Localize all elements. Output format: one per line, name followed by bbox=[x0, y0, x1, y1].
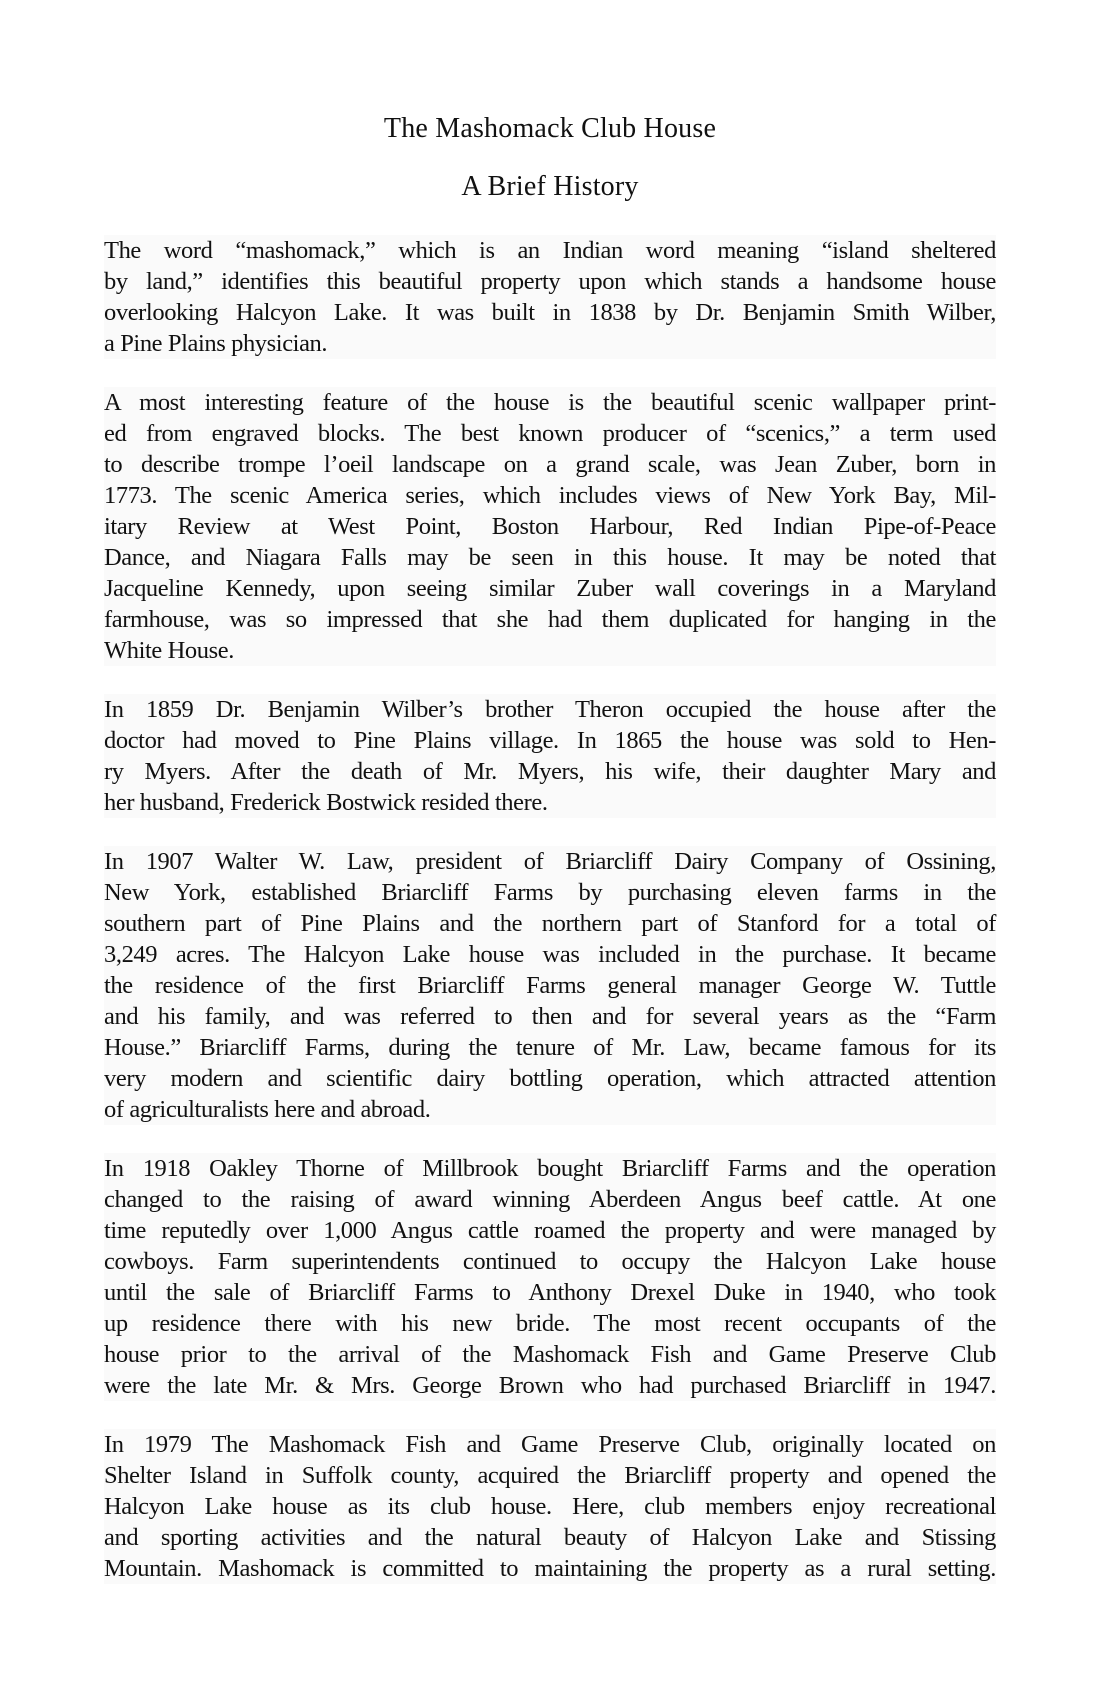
text-line: the residence of the first Briarcliff Farms general manager George W. Tuttle bbox=[104, 972, 996, 999]
paragraph-3 bbox=[104, 694, 996, 818]
paragraph-5 bbox=[104, 1153, 996, 1401]
text-line: and his family, and was referred to then and for several years as the “Farm bbox=[104, 1003, 996, 1030]
text-line: 3,249 acres. The Halcyon Lake house was included in the purchase. It became bbox=[104, 941, 996, 968]
text-line: until the sale of Briarcliff Farms to Anthony Drexel Duke in 1940, who took bbox=[104, 1279, 996, 1306]
text-line: A most interesting feature of the house is the beautiful scenic wallpaper print- bbox=[104, 389, 996, 416]
text-line: time reputedly over 1,000 Angus cattle roamed the property and were managed by bbox=[104, 1217, 996, 1244]
text-line: house prior to the arrival of the Mashomack Fish and Game Preserve Club bbox=[104, 1341, 996, 1368]
paragraph-6 bbox=[104, 1429, 996, 1584]
text-line: cowboys. Farm superintendents continued to occupy the Halcyon Lake house bbox=[104, 1248, 996, 1275]
document-content bbox=[104, 0, 996, 1584]
text-line: were the late Mr. & Mrs. George Brown who had purchased Briarcliff in 1947. bbox=[104, 1372, 996, 1399]
text-line: and sporting activities and the natural beauty of Halcyon Lake and Stissing bbox=[104, 1524, 996, 1551]
paragraph-1 bbox=[104, 235, 996, 359]
document-subtitle: A Brief History bbox=[461, 171, 639, 202]
text-line: itary Review at West Point, Boston Harbour, Red Indian Pipe-of-Peace bbox=[104, 513, 996, 540]
text-line: changed to the raising of award winning Aberdeen Angus beef cattle. At one bbox=[104, 1186, 996, 1213]
text-line: by land,” identifies this beautiful property upon which stands a handsome house bbox=[104, 268, 996, 295]
text-line: farmhouse, was so impressed that she had them duplicated for hanging in the bbox=[104, 606, 996, 633]
text-line: ry Myers. After the death of Mr. Myers, his wife, their daughter Mary and bbox=[104, 758, 996, 785]
text-line: doctor had moved to Pine Plains village. In 1865 the house was sold to Hen- bbox=[104, 727, 996, 754]
text-line: In 1859 Dr. Benjamin Wilber’s brother Theron occupied the house after the bbox=[104, 696, 996, 723]
text-line: The word “mashomack,” which is an Indian word meaning “island sheltered bbox=[104, 237, 996, 264]
text-line: Shelter Island in Suffolk county, acquired the Briarcliff property and opened the bbox=[104, 1462, 996, 1489]
text-line: Halcyon Lake house as its club house. Here, club members enjoy recreational bbox=[104, 1493, 996, 1520]
text-line: In 1907 Walter W. Law, president of Briarcliff Dairy Company of Ossining, bbox=[104, 848, 996, 875]
paragraph-4 bbox=[104, 846, 996, 1125]
text-line: of agriculturalists here and abroad. bbox=[104, 1096, 431, 1123]
text-line: southern part of Pine Plains and the northern part of Stanford for a total of bbox=[104, 910, 996, 937]
text-line: In 1918 Oakley Thorne of Millbrook bought Briarcliff Farms and the operation bbox=[104, 1155, 996, 1182]
text-line: overlooking Halcyon Lake. It was built in 1838 by Dr. Benjamin Smith Wilber, bbox=[104, 299, 996, 326]
document-title: The Mashomack Club House bbox=[383, 113, 717, 144]
text-line: Jacqueline Kennedy, upon seeing similar Zuber wall coverings in a Maryland bbox=[104, 575, 996, 602]
text-line: her husband, Frederick Bostwick resided there. bbox=[104, 789, 548, 816]
text-line: very modern and scientific dairy bottling operation, which attracted attention bbox=[104, 1065, 996, 1092]
text-line: up residence there with his new bride. The most recent occupants of the bbox=[104, 1310, 996, 1337]
text-line: ed from engraved blocks. The best known producer of “scenics,” a term used bbox=[104, 420, 996, 447]
text-line: House.” Briarcliff Farms, during the tenure of Mr. Law, became famous for its bbox=[104, 1034, 996, 1061]
text-line: Mountain. Mashomack is committed to maintaining the property as a rural setting. bbox=[104, 1555, 996, 1582]
text-line: 1773. The scenic America series, which includes views of New York Bay, Mil- bbox=[104, 482, 996, 509]
text-line: White House. bbox=[104, 637, 234, 664]
text-line: Dance, and Niagara Falls may be seen in this house. It may be noted that bbox=[104, 544, 996, 571]
text-line: to describe trompe l’oeil landscape on a grand scale, was Jean Zuber, born in bbox=[104, 451, 996, 478]
text-line: New York, established Briarcliff Farms by purchasing eleven farms in the bbox=[104, 879, 996, 906]
text-line: a Pine Plains physician. bbox=[104, 330, 328, 357]
paragraph-2 bbox=[104, 387, 996, 666]
text-line: In 1979 The Mashomack Fish and Game Preserve Club, originally located on bbox=[104, 1431, 996, 1458]
